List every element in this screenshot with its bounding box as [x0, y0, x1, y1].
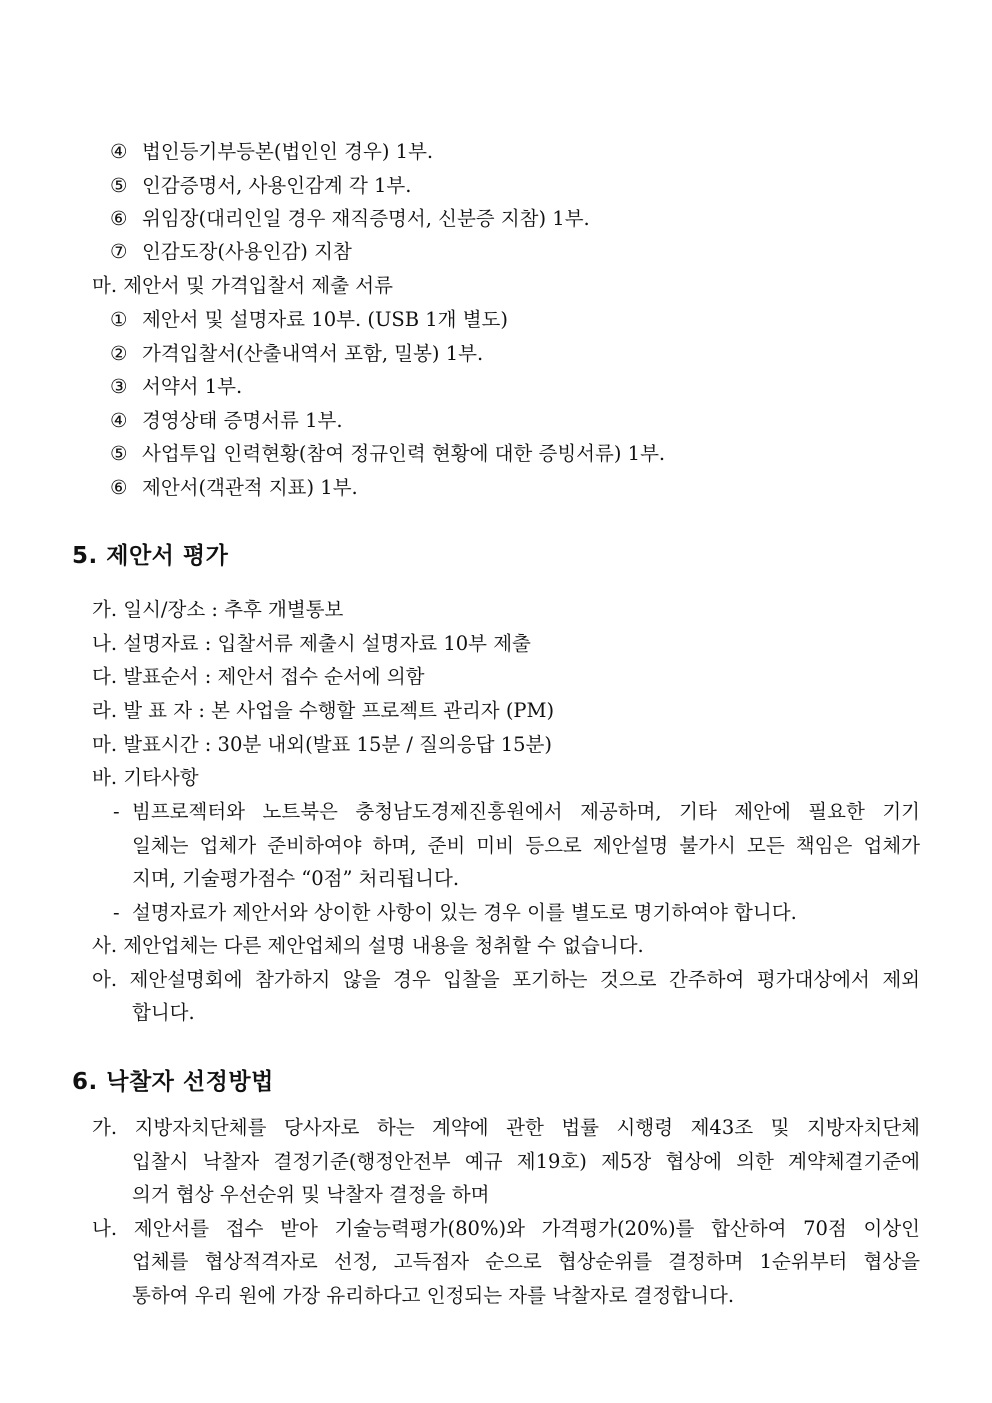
paragraph-text: 바. 기타사항	[92, 766, 199, 789]
item-text: 경영상태 증명서류 1부.	[142, 409, 343, 432]
bullet-text: 설명자료가 제안서와 상이한 사항이 있는 경우 이를 별도로 명기하여야 합니다.	[132, 901, 797, 924]
paragraph-text: 통하여 우리 원에 가장 유리하다고 인정되는 자를 낙찰자로 결정합니다.	[132, 1284, 735, 1307]
paragraph-text: 합니다.	[132, 1001, 195, 1024]
section-heading: 6. 낙찰자 선정방법	[72, 1069, 274, 1095]
item-text: 제안서(객관적 지표) 1부.	[142, 476, 358, 499]
bullet-text: 일체는 업체가 준비하여야 하며, 준비 미비 등으로 제안설명 불가시 모든 책임은 업체가	[132, 834, 920, 857]
paragraph-text: 가. 지방자치단체를 당사자로 하는 계약에 관한 법률 시행령 제43조 및 지방자치단체	[92, 1116, 920, 1139]
subsection-label: 마. 제안서 및 가격입찰서 제출 서류	[92, 274, 393, 297]
item-number: ①	[110, 308, 128, 331]
item-text: 법인등기부등본(법인인 경우) 1부.	[142, 140, 434, 163]
paragraph-text: 나. 제안서를 접수 받아 기술능력평가(80%)와 가격평가(20%)를 합산하여 70점 이상인	[92, 1217, 920, 1240]
paragraph-text: 입찰시 낙찰자 결정기준(행정안전부 예규 제19호) 제5장 협상에 의한 계약체결기준에	[132, 1150, 920, 1173]
item-text: 인감증명서, 사용인감계 각 1부.	[142, 174, 412, 197]
item-number: ④	[110, 140, 128, 163]
item-text: 인감도장(사용인감) 지참	[142, 240, 352, 263]
bullet-text: 빔프로젝터와 노트북은 충청남도경제진흥원에서 제공하며, 기타 제안에 필요한 기기	[132, 800, 920, 823]
item-number: ⑥	[110, 207, 128, 230]
paragraph-text: 가. 일시/장소 : 추후 개별통보	[92, 598, 344, 621]
bullet-dash: -	[113, 901, 120, 924]
paragraph-text: 의거 협상 우선순위 및 낙찰자 결정을 하며	[132, 1183, 490, 1206]
bullet-text: 지며, 기술평가점수 “0점” 처리됩니다.	[132, 867, 460, 890]
item-text: 가격입찰서(산출내역서 포함, 밀봉) 1부.	[142, 342, 484, 365]
item-text: 제안서 및 설명자료 10부. (USB 1개 별도)	[142, 308, 508, 331]
item-text: 위임장(대리인일 경우 재직증명서, 신분증 지참) 1부.	[142, 207, 590, 230]
paragraph-text: 사. 제안업체는 다른 제안업체의 설명 내용을 청취할 수 없습니다.	[92, 934, 644, 957]
paragraph-text: 나. 설명자료 : 입찰서류 제출시 설명자료 10부 제출	[92, 632, 531, 655]
item-number: ④	[110, 409, 128, 432]
item-number: ⑥	[110, 476, 128, 499]
item-number: ③	[110, 375, 128, 398]
item-number: ②	[110, 342, 128, 365]
paragraph-text: 라. 발 표 자 : 본 사업을 수행할 프로젝트 관리자 (PM)	[92, 699, 555, 722]
paragraph-text: 마. 발표시간 : 30분 내외(발표 15분 / 질의응답 15분)	[92, 733, 552, 756]
item-number: ⑦	[110, 240, 128, 263]
paragraph-text: 업체를 협상적격자로 선정, 고득점자 순으로 협상순위를 결정하며 1순위부터 협상을	[132, 1250, 920, 1273]
paragraph-text: 다. 발표순서 : 제안서 접수 순서에 의함	[92, 665, 425, 688]
item-text: 서약서 1부.	[142, 375, 243, 398]
item-number: ⑤	[110, 174, 128, 197]
bullet-dash: -	[113, 800, 120, 823]
section-heading: 5. 제안서 평가	[72, 543, 229, 569]
item-number: ⑤	[110, 442, 128, 465]
item-text: 사업투입 인력현황(참여 정규인력 현황에 대한 증빙서류) 1부.	[142, 442, 666, 465]
paragraph-text: 아. 제안설명회에 참가하지 않을 경우 입찰을 포기하는 것으로 간주하여 평가대상에서 제외	[92, 968, 920, 991]
